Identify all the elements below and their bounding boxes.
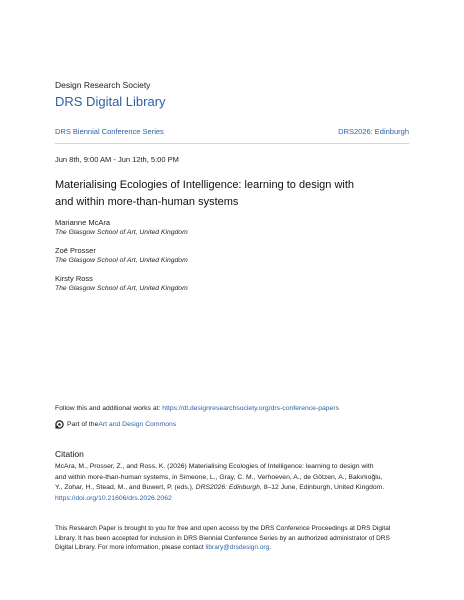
- open-access-icon: [55, 420, 64, 429]
- citation-line: Y., Zohar, H., Stead, M., and Buwert, P. (eds.), DRS2026: Edinburgh, 8–12 June, Edinburgh, United Kingdom.: [55, 484, 385, 492]
- author-name: Marianne McAra: [55, 218, 111, 227]
- part-of-prefix: Part of the: [67, 421, 99, 428]
- contact-email-link[interactable]: library@drsdesign.org: [205, 544, 270, 552]
- proceedings-name: DRS2026: Edinburgh: [195, 484, 260, 492]
- collection-link[interactable]: https://dl.designresearchsociety.org/drs-conference-papers: [162, 405, 339, 412]
- author-name: Zoë Prosser: [55, 246, 96, 255]
- notice-line: Digital Library. For more information, please contact library@drsdesign.org.: [55, 544, 272, 552]
- organization-name: Design Research Society: [55, 80, 151, 90]
- series-link[interactable]: DRS Biennial Conference Series: [55, 127, 164, 136]
- follow-prefix: Follow this and additional works at:: [55, 405, 163, 412]
- part-of-line: [55, 420, 176, 429]
- paper-title: [55, 177, 415, 211]
- citation-line: McAra, M., Prosser, Z., and Ross, K. (2026) Materialising Ecologies of Intelligence: learning to design with: [55, 463, 374, 470]
- commons-link[interactable]: Art and Design Commons: [98, 421, 177, 428]
- author-block: [55, 218, 188, 236]
- notice-line: Library. It has been accepted for inclusion in DRS Biennial Conference Series by an authorized administrator of DRS: [55, 534, 390, 542]
- title-line-2: and within more-than-human systems: [55, 196, 239, 208]
- title-line-1: Materialising Ecologies of Intelligence: learning to design with: [55, 179, 355, 191]
- author-name: Kirsty Ross: [55, 274, 93, 283]
- notice-line: This Research Paper is brought to you for free and open access by the DRS Conference Proceedings at DRS Digital: [55, 525, 391, 532]
- author-affiliation: The Glasgow School of Art, United Kingdom: [55, 257, 188, 264]
- event-dates: Jun 8th, 9:00 AM - Jun 12th, 5:00 PM: [55, 155, 179, 164]
- citation-line: and within more-than-human systems, in Simeone, L., Gray, C. M., Verhoeven, A., de Götzen, A., Bakırlıoğlu,: [55, 473, 383, 481]
- access-notice: [55, 524, 411, 553]
- author-affiliation: The Glasgow School of Art, United Kingdom: [55, 285, 188, 292]
- author-affiliation: The Glasgow School of Art, United Kingdom: [55, 229, 188, 236]
- divider: [55, 143, 409, 144]
- author-block: [55, 246, 188, 264]
- author-block: [55, 274, 188, 292]
- citation-text: [55, 462, 411, 504]
- citation-heading: Citation: [55, 449, 84, 459]
- follow-line: [55, 405, 339, 412]
- library-link[interactable]: DRS Digital Library: [55, 94, 166, 109]
- doi-link[interactable]: https://doi.org/10.21606/drs.2026.2062: [55, 494, 172, 502]
- conference-link[interactable]: DRS2026: Edinburgh: [338, 127, 409, 136]
